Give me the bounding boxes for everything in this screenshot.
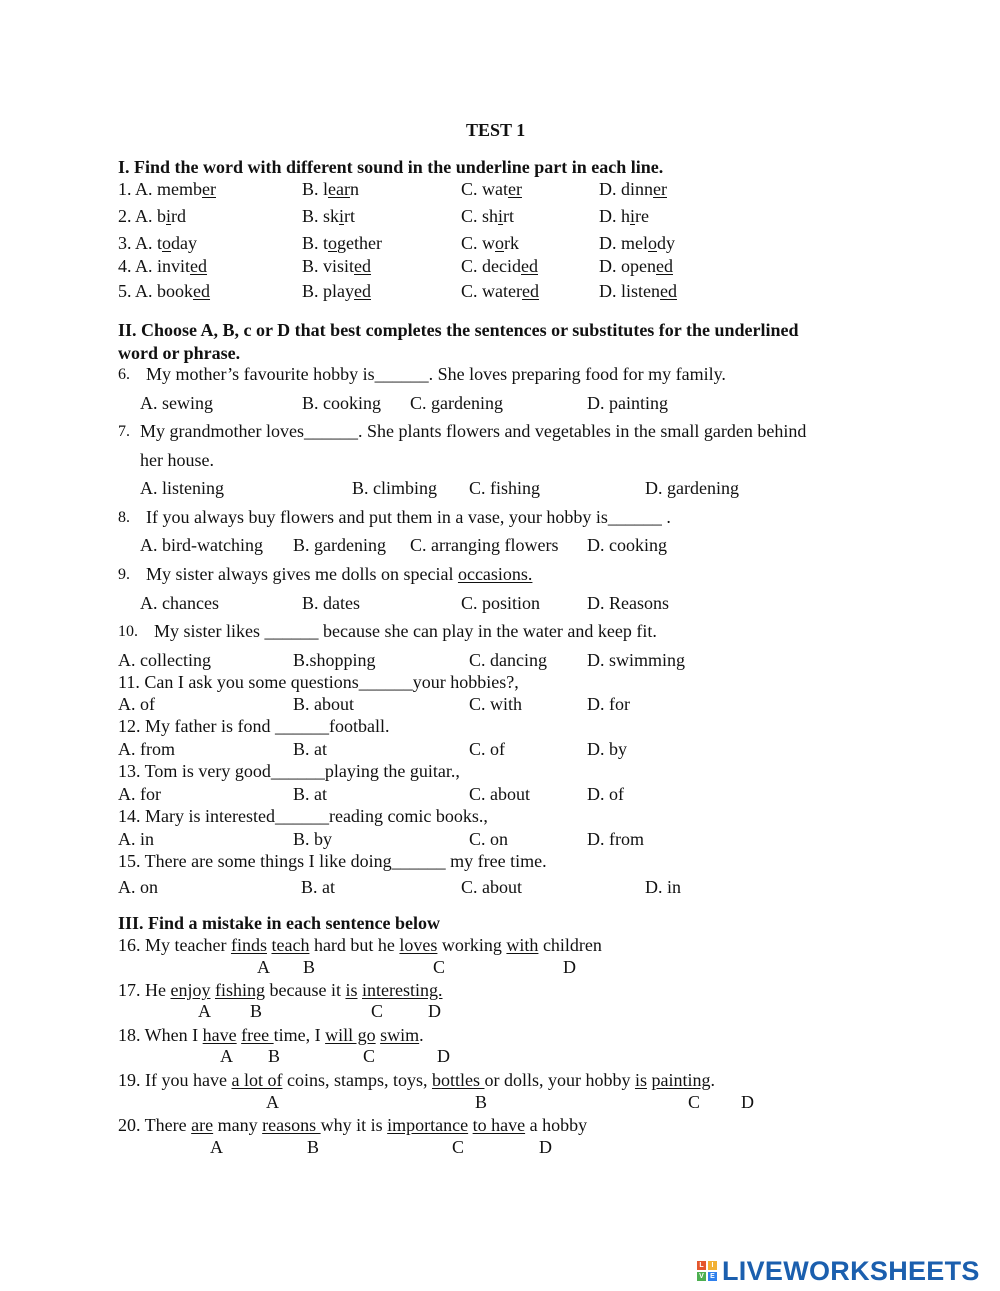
q17-letter-b[interactable]: B bbox=[250, 1001, 263, 1021]
q17-letter-c[interactable]: C bbox=[371, 1001, 384, 1021]
underlined-sound: i bbox=[166, 206, 172, 226]
option-text: D. mel bbox=[599, 233, 648, 253]
q12-option-d[interactable]: D. by bbox=[587, 739, 627, 759]
option-text: 1. A. memb bbox=[118, 179, 202, 199]
page-title: TEST 1 bbox=[466, 120, 526, 140]
q2-option-d[interactable] bbox=[599, 205, 649, 227]
option-text: B. sk bbox=[302, 206, 340, 226]
q1-option-b[interactable] bbox=[302, 178, 359, 200]
underlined-sound: er bbox=[653, 179, 667, 199]
q13-option-c[interactable]: C. about bbox=[469, 784, 530, 804]
q14-option-b[interactable]: B. by bbox=[293, 829, 333, 849]
question-number: 6. bbox=[118, 366, 130, 383]
q3-option-b[interactable] bbox=[302, 232, 382, 254]
question-7-line2: her house. bbox=[140, 450, 214, 470]
underlined-sound: ed bbox=[354, 256, 372, 276]
q10-option-d[interactable]: D. swimming bbox=[587, 650, 686, 670]
option-text: C. w bbox=[461, 233, 496, 253]
q6-option-b[interactable]: B. cooking bbox=[302, 393, 381, 413]
section3-heading: III. Find a mistake in each sentence below bbox=[118, 913, 441, 933]
underlined-part: have bbox=[202, 1025, 237, 1045]
option-text: 2. A. b bbox=[118, 206, 167, 226]
question-17 bbox=[118, 979, 442, 1001]
q4-option-b[interactable] bbox=[302, 255, 371, 277]
q7-option-c[interactable]: C. fishing bbox=[469, 478, 541, 498]
q15-option-a[interactable]: A. on bbox=[118, 877, 158, 897]
underlined-part: free bbox=[241, 1025, 274, 1045]
q12-option-b[interactable]: B. at bbox=[293, 739, 327, 759]
question-19 bbox=[118, 1069, 715, 1091]
q2-option-b[interactable] bbox=[302, 205, 355, 227]
q5-option-a[interactable] bbox=[118, 280, 210, 302]
q8-option-c[interactable]: C. arranging flowers bbox=[410, 535, 559, 555]
q2-option-a[interactable] bbox=[118, 205, 186, 227]
option-text: 5. A. book bbox=[118, 281, 194, 301]
underlined-part: finds bbox=[230, 935, 267, 955]
question-6: My mother’s favourite hobby is______. She loves preparing food for my family. bbox=[146, 364, 726, 384]
option-text: D. listen bbox=[599, 281, 660, 301]
q4-option-d[interactable] bbox=[599, 255, 673, 277]
sentence-text: a hobby bbox=[525, 1115, 588, 1135]
sentence-text: hard but he bbox=[309, 935, 400, 955]
q11-option-b[interactable]: B. about bbox=[293, 694, 354, 714]
logo-block: V bbox=[697, 1272, 706, 1281]
option-text: B. visit bbox=[302, 256, 355, 276]
underlined-part: painting bbox=[651, 1070, 711, 1090]
q16-letter-b[interactable]: B bbox=[303, 957, 316, 977]
liveworksheets-logo bbox=[697, 1256, 980, 1286]
sentence-text: 20. There bbox=[118, 1115, 192, 1135]
q9-option-b[interactable]: B. dates bbox=[302, 593, 360, 613]
q9-underlined-word: occasions. bbox=[457, 564, 533, 584]
q17-letter-a[interactable]: A bbox=[198, 1001, 211, 1021]
option-text: B. l bbox=[302, 179, 329, 199]
underlined-sound: o bbox=[495, 233, 505, 253]
option-text: n bbox=[350, 179, 359, 199]
sentence-text: 16. My teacher bbox=[118, 935, 231, 955]
sentence-text: working bbox=[437, 935, 507, 955]
question-number: 8. bbox=[118, 509, 130, 526]
q6-option-c[interactable]: C. gardening bbox=[410, 393, 503, 413]
sentence-text: coins, stamps, toys, bbox=[282, 1070, 432, 1090]
question-10: My sister likes ______ because she can play in the water and keep fit. bbox=[154, 621, 657, 641]
q19-letter-c[interactable]: C bbox=[688, 1092, 701, 1112]
logo-block: L bbox=[697, 1261, 706, 1270]
q18-letter-b[interactable]: B bbox=[268, 1046, 281, 1066]
underlined-part: fishing bbox=[215, 980, 266, 1000]
q12-option-a[interactable]: A. from bbox=[118, 739, 175, 759]
q8-option-a[interactable]: A. bird-watching bbox=[140, 535, 263, 555]
option-text: dy bbox=[657, 233, 675, 253]
question-7-line1: My grandmother loves______. She plants flowers and vegetables in the small garden behind bbox=[140, 421, 807, 441]
underlined-sound: er bbox=[508, 179, 522, 199]
q8-option-b[interactable]: B. gardening bbox=[293, 535, 386, 555]
option-text: B. play bbox=[302, 281, 354, 301]
underlined-part: loves bbox=[399, 935, 438, 955]
option-text: C. decid bbox=[461, 256, 521, 276]
question-15: 15. There are some things I like doing______ my free time. bbox=[118, 851, 547, 871]
sentence-text: why it is bbox=[320, 1115, 388, 1135]
underlined-sound: ed bbox=[656, 256, 673, 276]
q19-letter-a[interactable]: A bbox=[266, 1092, 279, 1112]
q16-letter-a[interactable]: A bbox=[257, 957, 270, 977]
underlined-part: is bbox=[634, 1070, 647, 1090]
underlined-part: with bbox=[506, 935, 539, 955]
q1-option-a[interactable] bbox=[118, 178, 216, 200]
underlined-sound: i bbox=[498, 206, 504, 226]
question-12: 12. My father is fond ______football. bbox=[118, 716, 390, 736]
q5-option-c[interactable] bbox=[461, 280, 539, 302]
q19-letter-b[interactable]: B bbox=[475, 1092, 488, 1112]
option-text: C. wat bbox=[461, 179, 508, 199]
sentence-text: time, I bbox=[273, 1025, 326, 1045]
question-8: If you always buy flowers and put them in a vase, your hobby is______ . bbox=[146, 507, 671, 527]
q8-option-d[interactable]: D. cooking bbox=[587, 535, 667, 555]
underlined-part: teach bbox=[271, 935, 310, 955]
q15-option-b[interactable]: B. at bbox=[301, 877, 335, 897]
question-9 bbox=[146, 563, 532, 585]
underlined-sound: ed bbox=[190, 256, 208, 276]
question-18 bbox=[118, 1024, 424, 1046]
q13-option-d[interactable]: D. of bbox=[587, 784, 624, 804]
q19-letter-d[interactable]: D bbox=[741, 1092, 754, 1112]
q20-letter-a[interactable]: A bbox=[210, 1137, 223, 1157]
q14-option-d[interactable]: D. from bbox=[587, 829, 644, 849]
q10-option-b[interactable]: B.shopping bbox=[293, 650, 376, 670]
question-20 bbox=[118, 1114, 587, 1136]
underlined-sound: o bbox=[162, 233, 172, 253]
q5-option-d[interactable] bbox=[599, 280, 677, 302]
option-text: B. t bbox=[302, 233, 329, 253]
underlined-sound: ed bbox=[521, 281, 539, 301]
q14-option-a[interactable]: A. in bbox=[118, 829, 154, 849]
underlined-part: to have bbox=[472, 1115, 526, 1135]
sentence-text: children bbox=[538, 935, 602, 955]
question-16 bbox=[118, 934, 602, 956]
q11-option-a[interactable]: A. of bbox=[118, 694, 155, 714]
q18-letter-d[interactable]: D bbox=[437, 1046, 450, 1066]
sentence-text: . bbox=[419, 1025, 424, 1045]
underlined-sound: ed bbox=[660, 281, 677, 301]
q18-letter-c[interactable]: C bbox=[363, 1046, 376, 1066]
section2-heading-line1: II. Choose A, B, c or D that best completes the sentences or substitutes for the underlined bbox=[118, 320, 799, 340]
logo-blocks-icon bbox=[697, 1261, 717, 1281]
option-text: D. open bbox=[599, 256, 656, 276]
logo-block: E bbox=[708, 1272, 717, 1281]
question-number: 7. bbox=[118, 423, 130, 440]
sentence-text: because it bbox=[265, 980, 346, 1000]
q14-option-c[interactable]: C. on bbox=[469, 829, 509, 849]
question-number: 9. bbox=[118, 566, 130, 583]
question-13: 13. Tom is very good______playing the guitar., bbox=[118, 761, 460, 781]
option-text: D. dinn bbox=[599, 179, 653, 199]
q10-option-c[interactable]: C. dancing bbox=[469, 650, 547, 670]
sentence-text: . bbox=[710, 1070, 715, 1090]
underlined-sound: i bbox=[630, 206, 636, 226]
underlined-part: is bbox=[345, 980, 358, 1000]
underlined-part: reasons bbox=[262, 1115, 321, 1135]
underlined-sound: ed bbox=[521, 256, 538, 276]
underlined-sound: ed bbox=[193, 281, 211, 301]
section1-heading: I. Find the word with different sound in the underline part in each line. bbox=[118, 157, 664, 177]
underlined-sound: ed bbox=[354, 281, 371, 301]
sentence-text: many bbox=[213, 1115, 263, 1135]
logo-block: I bbox=[708, 1261, 717, 1270]
q9-option-c[interactable]: C. position bbox=[461, 593, 541, 613]
underlined-part: will go bbox=[325, 1025, 376, 1045]
underlined-part: enjoy bbox=[170, 980, 211, 1000]
option-text: rd bbox=[171, 206, 187, 226]
q16-letter-c[interactable]: C bbox=[433, 957, 446, 977]
q16-letter-d[interactable]: D bbox=[563, 957, 576, 977]
q6-option-d[interactable]: D. painting bbox=[587, 393, 668, 413]
q13-option-b[interactable]: B. at bbox=[293, 784, 327, 804]
q9-option-a[interactable]: A. chances bbox=[140, 593, 219, 613]
q1-option-c[interactable] bbox=[461, 178, 522, 200]
question-11: 11. Can I ask you some questions______your hobbies?, bbox=[118, 672, 519, 692]
sentence-text: 19. If you have bbox=[118, 1070, 232, 1090]
q5-option-b[interactable] bbox=[302, 280, 371, 302]
underlined-part: are bbox=[191, 1115, 214, 1135]
q7-option-d[interactable]: D. gardening bbox=[645, 478, 739, 498]
q3-option-a[interactable] bbox=[118, 232, 197, 254]
q20-letter-d[interactable]: D bbox=[539, 1137, 552, 1157]
q9-option-d[interactable]: D. Reasons bbox=[587, 593, 669, 613]
underlined-sound: i bbox=[339, 206, 345, 226]
q7-option-b[interactable]: B. climbing bbox=[352, 478, 437, 498]
q10-option-a[interactable]: A. collecting bbox=[118, 650, 211, 670]
option-text: C. sh bbox=[461, 206, 499, 226]
option-text: gether bbox=[337, 233, 382, 253]
underlined-sound: o bbox=[328, 233, 338, 253]
sentence-text: 18. When I bbox=[118, 1025, 203, 1045]
q6-option-a[interactable]: A. sewing bbox=[140, 393, 213, 413]
question-14: 14. Mary is interested______reading comic books., bbox=[118, 806, 488, 826]
q20-letter-c[interactable]: C bbox=[452, 1137, 465, 1157]
q4-option-a[interactable] bbox=[118, 255, 207, 277]
option-text: C. water bbox=[461, 281, 522, 301]
q15-option-d[interactable]: D. in bbox=[645, 877, 681, 897]
option-text: 3. A. t bbox=[118, 233, 163, 253]
option-text: rk bbox=[504, 233, 520, 253]
q3-option-d[interactable] bbox=[599, 232, 675, 254]
option-text: rt bbox=[503, 206, 515, 226]
q4-option-c[interactable] bbox=[461, 255, 538, 277]
underlined-sound: o bbox=[648, 233, 657, 253]
underlined-sound: er bbox=[202, 179, 216, 199]
question-number: 10. bbox=[118, 623, 138, 640]
underlined-part: swim bbox=[380, 1025, 420, 1045]
q11-option-c[interactable]: C. with bbox=[469, 694, 523, 714]
q3-option-c[interactable] bbox=[461, 232, 519, 254]
option-text: day bbox=[171, 233, 198, 253]
underlined-part: interesting. bbox=[362, 980, 443, 1000]
underlined-part: bottles bbox=[431, 1070, 485, 1090]
q7-option-a[interactable]: A. listening bbox=[140, 478, 224, 498]
q18-letter-a[interactable]: A bbox=[220, 1046, 233, 1066]
option-text: 4. A. invit bbox=[118, 256, 191, 276]
q15-option-c[interactable]: C. about bbox=[461, 877, 522, 897]
underlined-sound: ear bbox=[328, 179, 350, 199]
q2-option-c[interactable] bbox=[461, 205, 514, 227]
q20-letter-b[interactable]: B bbox=[307, 1137, 320, 1157]
logo-text: LIVEWORKSHEETS bbox=[722, 1255, 980, 1286]
option-text: D. h bbox=[599, 206, 630, 226]
sentence-text: or dolls, your hobby bbox=[484, 1070, 635, 1090]
option-text: rt bbox=[344, 206, 356, 226]
option-text: re bbox=[635, 206, 649, 226]
section2-heading-line2: word or phrase. bbox=[118, 343, 241, 363]
underlined-part: a lot of bbox=[231, 1070, 283, 1090]
q17-letter-d[interactable]: D bbox=[428, 1001, 441, 1021]
q13-option-a[interactable]: A. for bbox=[118, 784, 161, 804]
underlined-part: importance bbox=[387, 1115, 469, 1135]
q11-option-d[interactable]: D. for bbox=[587, 694, 630, 714]
sentence-text: 17. He bbox=[118, 980, 171, 1000]
q9-text: My sister always gives me dolls on special bbox=[146, 564, 458, 584]
q12-option-c[interactable]: C. of bbox=[469, 739, 505, 759]
q1-option-d[interactable] bbox=[599, 178, 667, 200]
